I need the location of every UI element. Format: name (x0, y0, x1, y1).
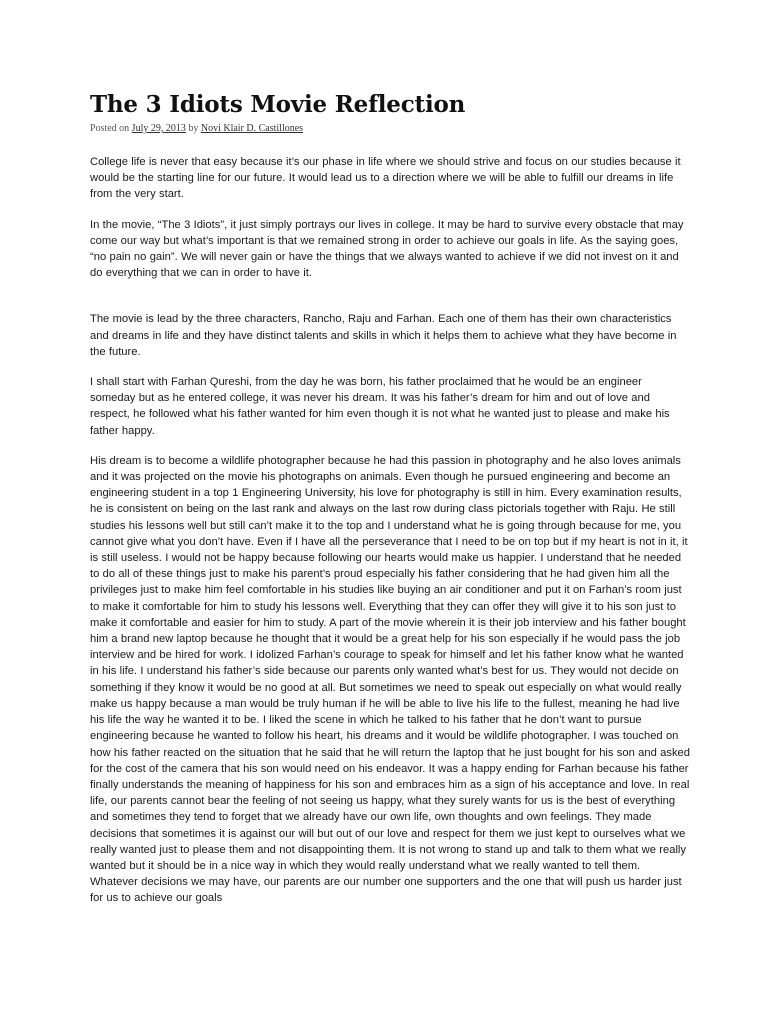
byline-posted-on: Posted on (90, 123, 130, 134)
paragraph: His dream is to become a wildlife photographer because he had this passion in photography and he also loves animals and it was projected on the movie his photographs on animals. Even though he pursued engineering and become an engineering student in a top 1 Engineering University, his love for photography is still in him. Every examination results, he is consistent on being on the last rank and always on the last row during class pictorials together with Raju. He still studies his lessons well but still can’t make it to the top and I understand what he is going through because for me, you cannot give what you don’t have. Even if I have all the perseverance that I need to be on top but if my heart is not in it, it is still useless. I would not be happy because following our hearts would make us happier. I understand that he needed to do all of these things just to make his parent’s proud especially his father considering that he had given him all the privileges just to make him feel comfortable in his studies like buying an air conditioner and put it on Farhan’s room just to make it comfortable for him to study his lessons well. Everything that they can offer they will give it to his son just to make it comfortable and easier for him to study. A part of the movie wherein it is their job interview and his father bought him a brand new laptop because he thought that it would be a great help for his son especially if he would pass the job interview and be hired for work. I idolized Farhan’s courage to speak for himself and let his father know what he wanted in his life. I understand his father’s side because our parents only wanted what’s best for us. They would not decide on something if they know it would be no good at all. But sometimes we need to speak out especially on what would really make us happy because a man would be truly human if he will be able to live his life to the fullest, meaning he had live his life the way he wanted it to be. I liked the scene in which he talked to his father that he don’t want to pursue engineering because he wanted to follow his heart, his dreams and it would be wildlife photographer. I was touched on how his father reacted on the situation that he said that he will return the laptop that he just bought for his son and asked for the cost of the camera that his son would need on his endeavor. It was a happy ending for Farhan because his father finally understands the meaning of happiness for his son and embraces him as a sign of his acceptance and love. In real life, our parents cannot bear the feeling of not seeing us happy, what they surely wants for us is the best of everything and sometimes they tend to forget that we already have our own life, own thoughts and own feelings. They made decisions that sometimes it is against our will but out of our love and respect for them we just kept to ourselves what we really wanted just to please them and not disappointing them. It is not wrong to stand up and talk to them what we really wanted but it should be in a nice way in which they would really understand what we really wanted to tell them. Whatever decisions we may have, our parents are our number one supporters and the one that will push us harder just for us to achieve our goals (90, 454, 690, 905)
author-link[interactable]: Novi Klair D. Castillones (200, 123, 304, 134)
article (90, 88, 690, 907)
post-date-link[interactable]: July 29, 2013 (131, 123, 186, 134)
paragraph: In the movie, “The 3 Idiots”, it just simply portrays our lives in college. It may be hard to survive every obstacle that may come our way but what’s important is that we remained strong in order to achieve our goals in life. As the saying goes, “no pain no gain”. We will never gain or have the things that we always wanted to achieve if we did not invest on it and do everything that we can in order to have it. (90, 218, 684, 280)
paragraph: I shall start with Farhan Qureshi, from the day he was born, his father proclaimed that he would be an engineer someday but as he entered college, it was never his dream. It was his father’s dream for him and out of love and respect, he followed what his father wanted for him even though it is not what he wanted just to please and make his father happy. (90, 376, 670, 437)
byline (90, 122, 690, 136)
paragraph: The movie is lead by the three characters, Rancho, Raju and Farhan. Each one of them has their own characteristics and dreams in life and they have distinct talents and skills in which it helps them to achieve what they have become in the future. (90, 313, 677, 358)
paragraph: College life is never that easy because it’s our phase in life where we should strive and focus on our studies because it would be the starting line for our future. It would lead us to a direction where we will be able to fulfill our dreams in life from the very start. (90, 156, 681, 201)
article-body (90, 154, 690, 907)
article-title: The 3 Idiots Movie Reflection (90, 91, 466, 118)
byline-by: by (188, 123, 199, 134)
